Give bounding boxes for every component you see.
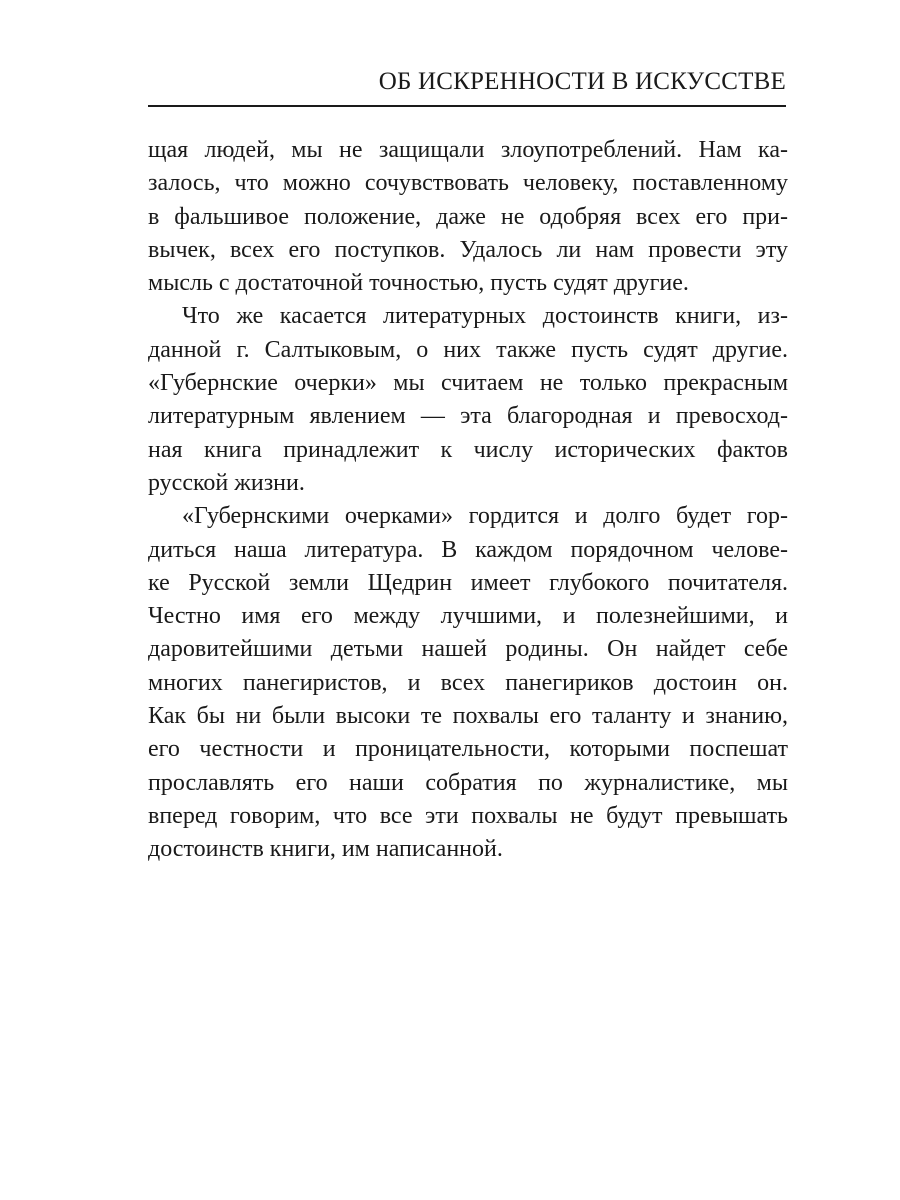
text-line: ная книга принадлежит к числу исторических фактов [148, 436, 788, 463]
text-line: в фальшивое положение, даже не одобряя всех его при- [148, 203, 788, 230]
text-line: многих панегиристов, и всех панегириков достоин он. [148, 669, 788, 696]
header-rule [148, 105, 786, 107]
text-line: вычек, всех его поступков. Удалось ли нам провести эту [148, 236, 788, 263]
text-line: ке Русской земли Щедрин имеет глубокого почитателя. [148, 569, 788, 596]
paragraph-1 [148, 134, 788, 300]
text-line: щая людей, мы не защищали злоупотреблений. Нам ка- [148, 137, 788, 163]
running-head-title: ОБ ИСКРЕННОСТИ В ИСКУССТВЕ [378, 68, 786, 95]
paragraph-2 [148, 300, 788, 500]
text-line: русской жизни. [148, 469, 305, 496]
text-line: данной г. Салтыковым, о них также пусть судят другие. [148, 336, 788, 363]
body-text [148, 134, 788, 867]
text-line: достоинств книги, им написанной. [148, 836, 503, 863]
paragraph-3 [148, 500, 788, 866]
text-line: литературным явлением — эта благородная и превосход- [148, 403, 788, 430]
text-line: Что же касается литературных достоинств книги, из- [182, 303, 788, 330]
text-line: даровитейшими детьми нашей родины. Он найдет себе [148, 636, 788, 663]
text-line: Как бы ни были высоки те похвалы его таланту и знанию, [148, 703, 788, 730]
text-line: его честности и проницательности, которыми поспешат [148, 736, 788, 763]
text-line: прославлять его наши собратия по журналистике, мы [148, 769, 788, 796]
text-line: Честно имя его между лучшими, и полезнейшими, и [148, 603, 788, 630]
text-line: залось, что можно сочувствовать человеку, поставленному [148, 170, 788, 197]
text-line: диться наша литература. В каждом порядочном челове- [148, 536, 788, 563]
text-line: «Губернские очерки» мы считаем не только прекрасным [148, 370, 788, 397]
text-line: мысль с достаточной точностью, пусть судят другие. [148, 270, 689, 297]
text-line: вперед говорим, что все эти похвалы не будут превышать [148, 802, 788, 829]
text-line: «Губернскими очерками» гордится и долго будет гор- [182, 503, 788, 530]
